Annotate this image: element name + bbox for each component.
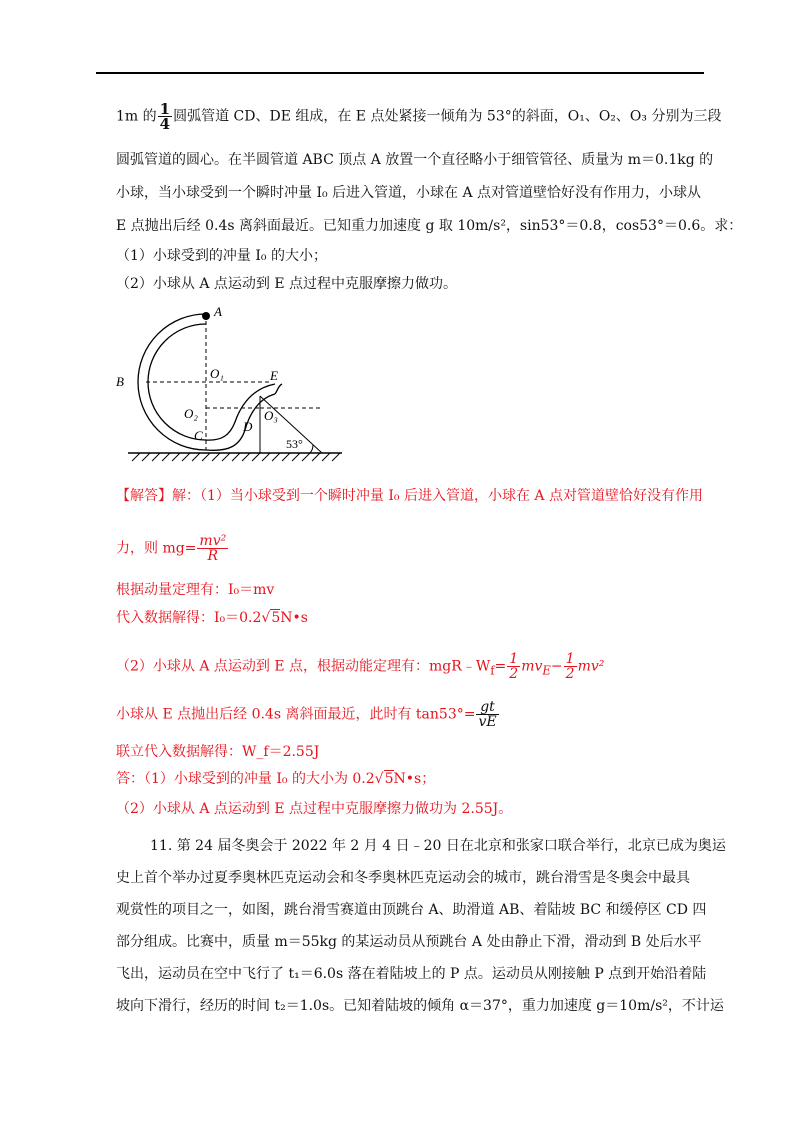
label-a: A bbox=[214, 304, 222, 319]
quarter-fraction: $\frac{1}{4}$ bbox=[159, 100, 171, 133]
solution-line-7: 联立代入数据解得：W_f＝2.55J bbox=[116, 744, 320, 760]
answer-line-1: 答：（1）小球受到的冲量 I₀ 的大小为 0.2√5N•s； bbox=[116, 771, 436, 787]
question-2: （2）小球从 A 点运动到 E 点过程中克服摩擦力做功。 bbox=[116, 276, 458, 292]
p10-line-1: 1m 的 $\frac{1}{4}$ 圆弧管道 CD、DE 组成，在 E 点处紧接一倾角为 53°的斜面，O₁、O₂、O₃ 分别为三段 bbox=[116, 100, 722, 133]
p11-line-1: 11. 第 24 届冬奥会于 2022 年 2 月 4 日﹣20 日在北京和张家口联合举行，北京已成为奥运 bbox=[150, 838, 726, 854]
p11-line-6: 坡向下滑行，经历的时间 t₂＝1.0s。已知着陆坡的倾角 α＝37°，重力加速度 g＝10m/s²，不计运 bbox=[116, 998, 724, 1014]
answer-line-2: （2）小球从 A 点运动到 E 点过程中克服摩擦力做功为 2.55J。 bbox=[116, 801, 513, 817]
label-c: C bbox=[194, 428, 203, 443]
pipe-figure bbox=[110, 300, 350, 470]
solution-line-3: 根据动量定理有：I₀＝mv bbox=[116, 582, 275, 598]
solution-line-1: 【解答】解：（1）当小球受到一个瞬时冲量 I₀ 后进入管道，小球在 A 点对管道壁恰好没有作用 bbox=[116, 488, 703, 504]
solution-line-5: （2）小球从 A 点运动到 E 点，根据动能定理有：$mgR﹣W_f=$ $\frac{1}{2}$ $mv_E-$ $\frac{1}{2}$ mv² bbox=[116, 651, 605, 682]
gt-over-ve: $\frac{gt}{vE}$ bbox=[478, 699, 497, 730]
p11-line-5: 飞出，运动员在空中飞行了 t₁＝6.0s 落在着陆坡上的 P 点。运动员从刚接触 P 点到开始沿着陆 bbox=[116, 966, 707, 982]
angle-label: 53° bbox=[286, 437, 303, 451]
question-1: （1）小球受到的冲量 I₀ 的大小； bbox=[116, 248, 327, 264]
label-d: D bbox=[243, 419, 253, 434]
label-o2: O₂ bbox=[184, 406, 198, 421]
header-rule bbox=[96, 72, 704, 74]
label-e: E bbox=[270, 368, 278, 383]
solution-line-6: 小球从 E 点抛出后经 0.4s 离斜面最近，此时有 tan53°= $\frac{gt}{vE}$ bbox=[116, 699, 497, 730]
solution-line-2: 力，则 mg= $\frac{\text{mv²}}{R}$ bbox=[116, 533, 227, 564]
label-o3: O₃ bbox=[264, 408, 278, 423]
label-o1: O₁ bbox=[210, 366, 224, 381]
p11-line-4: 部分组成。比赛中，质量 m＝55kg 的某运动员从预跳台 A 处由静止下滑，滑动到 B 处后水平 bbox=[116, 934, 702, 950]
mv2-over-r: $\frac{\text{mv²}}{R}$ bbox=[199, 533, 227, 564]
p10-line-2: 圆弧管道的圆心。在半圆管道 ABC 顶点 A 放置一个直径略小于细管管径、质量为 m＝0.1kg 的 bbox=[116, 152, 714, 168]
p11-line-3: 观赏性的项目之一，如图，跳台滑雪赛道由顶跳台 A、助滑道 AB、着陆坡 BC 和缓停区 CD 四 bbox=[116, 902, 707, 918]
p10-line-3: 小球，当小球受到一个瞬时冲量 I₀ 后进入管道，小球在 A 点对管道壁恰好没有作用力，小球从 bbox=[116, 185, 702, 201]
p11-line-2: 史上首个举办过夏季奥林匹克运动会和冬季奥林匹克运动会的城市，跳台滑雪是冬奥会中最具 bbox=[116, 870, 690, 886]
p10-line-4: E 点抛出后经 0.4s 离斜面最近。已知重力加速度 g 取 10m/s²，sin53°＝0.8，cos53°＝0.6。求： bbox=[116, 218, 743, 234]
ball-at-A bbox=[202, 312, 210, 320]
label-b: B bbox=[116, 374, 124, 389]
solution-line-4: 代入数据解得：I₀＝0.2√5N•s bbox=[116, 610, 308, 626]
